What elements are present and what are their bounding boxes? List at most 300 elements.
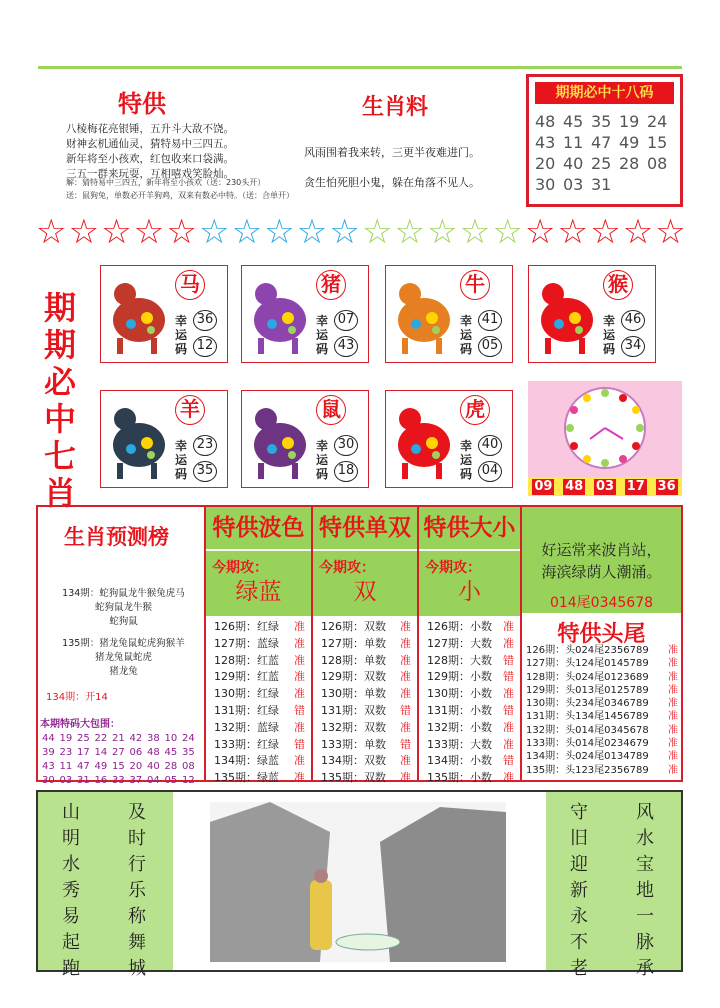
papercut-1-icon [248, 272, 312, 356]
result-row [427, 753, 518, 770]
attack-label: 今期攻： [319, 560, 375, 576]
lucky-number: 36 [193, 310, 217, 331]
result-mark: 准 [294, 620, 305, 633]
clock-icon [528, 381, 682, 481]
clock-number-bar [528, 477, 682, 496]
column-title: 特供波色 [206, 507, 311, 549]
number-cell: 11 [563, 133, 584, 152]
couplet-char: 迎 [570, 854, 588, 875]
bag-number: 10 [164, 733, 178, 744]
star-icon: ☆ [459, 212, 491, 252]
attack-box [206, 551, 311, 616]
papercut-3-icon [535, 272, 599, 356]
result-mark: 准 [400, 754, 411, 768]
bag-number: 40 [147, 761, 160, 772]
lucky-number: 35 [193, 461, 217, 482]
star-icon: ☆ [361, 212, 393, 252]
couplet-char: 守 [570, 802, 588, 823]
note-line: 解：猜特易中三四五，新年将至小孩欢（送：230头开） [66, 178, 266, 187]
attack-box [419, 551, 520, 616]
result-mark: 准 [400, 620, 411, 633]
bag-grid [42, 732, 200, 788]
luck-label [175, 439, 191, 481]
luck-char: 运 [175, 328, 188, 342]
luck-char: 码 [316, 467, 329, 481]
couplet-char: 新 [570, 880, 588, 901]
period-result: 129期：小数 [427, 670, 492, 684]
couplet-char: 旧 [570, 828, 588, 849]
result-mark: 准 [503, 720, 514, 734]
lucky-number: 12 [193, 336, 217, 357]
bag-number: 23 [59, 747, 73, 758]
period-result: 134期：小数 [427, 754, 492, 768]
result-mark: 准 [294, 720, 305, 734]
result-mark: 准 [668, 724, 678, 736]
toutail-row [526, 697, 678, 710]
star-icon: ☆ [524, 212, 556, 252]
luck-char: 码 [175, 342, 188, 356]
luck-label [603, 314, 619, 356]
result-row [214, 686, 309, 703]
result-row [427, 669, 518, 686]
result-row [321, 686, 415, 703]
luck-char: 幸 [316, 314, 329, 328]
number-cell: 20 [535, 154, 556, 173]
period-result: 126期：头024尾2356789 [526, 645, 649, 656]
predict-title: 生肖预测榜 [64, 525, 169, 549]
result-mark: 准 [668, 698, 678, 710]
papercut-6-icon [392, 397, 456, 481]
title-char: 期 [43, 326, 76, 364]
zodiac-name: 羊 [175, 395, 205, 425]
star-icon: ☆ [296, 212, 328, 252]
site-slogan [522, 539, 681, 583]
result-mark: 准 [400, 653, 411, 667]
couplet-char: 地 [636, 880, 654, 901]
result-rows [427, 619, 518, 787]
star-icon: ☆ [590, 212, 621, 252]
top-divider [38, 66, 682, 69]
result-row [427, 686, 518, 703]
poem-line: 新年将至小孩欢，红包收来口袋满。 [66, 153, 234, 165]
result-row [214, 669, 309, 686]
bag-number: 30 [42, 775, 55, 786]
couplet-char: 乐 [128, 880, 146, 901]
bag-number: 22 [94, 733, 108, 744]
luck-char: 运 [603, 328, 616, 342]
luck-char: 码 [603, 342, 616, 356]
attack-label: 今期攻： [425, 560, 481, 576]
number-cell: 03 [563, 175, 584, 194]
result-row [214, 753, 309, 770]
bag-number: 14 [94, 747, 108, 758]
result-row [321, 753, 415, 770]
bag-number: 31 [77, 775, 90, 786]
number-cell: 19 [619, 112, 640, 131]
result-row [427, 720, 518, 737]
result-mark: 准 [668, 738, 678, 750]
poem-line: 贪生怕死胆小鬼，躲在角落不见人。 [304, 176, 480, 189]
predict-line: 135期：猪龙兔鼠蛇虎狗猴羊 [62, 638, 185, 649]
period-result: 128期：大数 [427, 653, 492, 667]
result-mark: 准 [294, 653, 305, 667]
result-row [214, 619, 309, 636]
luck-label [316, 314, 332, 356]
period-result: 130期：单数 [321, 687, 386, 701]
star-icon: ☆ [655, 212, 686, 252]
period-result: 134期：双数 [321, 754, 386, 768]
tegong-poem [66, 122, 296, 182]
number-cell: 48 [535, 112, 556, 131]
result-mark: 错 [503, 703, 514, 717]
landscape-image [210, 802, 506, 962]
luck-char: 幸 [460, 314, 473, 328]
period-result: 133期：单数 [321, 737, 386, 751]
luck-char: 码 [460, 342, 473, 356]
zodiac-card [241, 265, 369, 363]
danshuang-column [313, 507, 419, 785]
couplet-char: 时 [128, 828, 146, 849]
qiqi-vertical-title [40, 290, 80, 512]
period-result: 134期：头024尾0134789 [526, 751, 649, 763]
left-couplet [38, 792, 173, 979]
result-mark: 准 [668, 751, 678, 763]
period-result: 135期：头123尾2356789 [526, 764, 649, 776]
result-row [214, 636, 309, 653]
bag-number: 37 [129, 775, 143, 786]
star-row [36, 212, 686, 252]
result-row [321, 619, 415, 636]
bose-column [206, 507, 313, 785]
toutail-row [526, 710, 678, 723]
star-icon: ☆ [427, 212, 458, 252]
result-mark: 准 [668, 658, 678, 670]
number-cell: 40 [563, 154, 584, 173]
period-result: 127期：头124尾0145789 [526, 658, 649, 670]
lucky-number: 18 [334, 461, 358, 482]
couplet-left-2 [126, 800, 148, 982]
number-cell: 24 [647, 112, 668, 131]
couplet-char: 舞 [128, 932, 146, 953]
toutail-row [526, 737, 678, 750]
bag-number: 45 [164, 747, 178, 758]
toutail-column [522, 507, 681, 780]
note-line: 送：鼠狗兔，单数必开羊狗鸡，双来有数必中特。（送：合单开） [66, 191, 294, 200]
result-mark: 准 [294, 754, 305, 768]
star-icon: ☆ [231, 212, 263, 252]
result-row [321, 703, 415, 720]
couplet-right-2 [634, 800, 656, 982]
attack-label: 今期攻： [212, 560, 268, 576]
title-char: 肖 [43, 474, 76, 512]
couplet-char: 宝 [636, 854, 654, 875]
period-result: 132期：小数 [427, 720, 492, 734]
result-row [427, 619, 518, 636]
number-cell: 08 [647, 154, 668, 173]
number-cell: 30 [535, 175, 556, 194]
couplet-char: 秀 [62, 880, 80, 901]
result-mark: 准 [294, 636, 305, 650]
result-mark: 错 [294, 703, 305, 717]
predict-line: 蛇狗鼠龙牛猴 [94, 602, 152, 613]
result-mark: 错 [400, 703, 411, 717]
result-mark: 准 [668, 711, 678, 723]
period-result: 129期：头013尾0125789 [526, 684, 649, 696]
period-result: 129期：红蓝 [214, 670, 279, 684]
result-mark: 准 [400, 687, 411, 701]
result-mark: 准 [400, 720, 411, 734]
result-row [321, 669, 415, 686]
couplet-left-1 [60, 800, 82, 982]
title-char: 期 [43, 289, 76, 327]
period-result: 128期：红蓝 [214, 653, 279, 667]
papercut-0-icon [107, 272, 171, 356]
tail-tip: 014尾0345678 [549, 595, 654, 611]
star-icon: ☆ [101, 212, 132, 252]
luck-char: 幸 [175, 314, 188, 328]
bag-number: 44 [42, 733, 55, 744]
bag-number: 47 [77, 761, 90, 772]
clock-number: 36 [657, 478, 676, 494]
shengxiao-poem [304, 138, 480, 198]
toutail-row [526, 684, 678, 697]
papercut-5-icon [248, 397, 312, 481]
result-mark: 准 [503, 636, 514, 650]
star-icon: ☆ [133, 212, 165, 252]
result-mark: 准 [294, 670, 305, 684]
period-result: 132期：蓝绿 [214, 720, 279, 734]
bag-number: 39 [42, 747, 55, 758]
title-char: 中 [43, 400, 76, 438]
result-row [321, 737, 415, 754]
toutail-title: 特供头尾 [557, 622, 646, 647]
couplet-char: 承 [636, 958, 654, 979]
bag-number: 27 [112, 747, 125, 758]
result-mark: 错 [503, 670, 514, 684]
period-result: 133期：红绿 [214, 737, 279, 751]
bag-title: 本期特码大包围： [40, 719, 120, 730]
attack-value: 双 [353, 579, 377, 605]
clock-number: 17 [626, 478, 645, 494]
couplet-right-1 [568, 800, 590, 982]
lucky-number: 04 [478, 461, 502, 482]
bag-number: 11 [59, 761, 73, 772]
period-result: 131期：小数 [427, 703, 492, 717]
attack-value: 绿蓝 [235, 579, 282, 605]
couplet-char: 山 [62, 802, 80, 823]
daxiao-column [419, 507, 522, 785]
result-mark: 准 [294, 687, 305, 701]
luck-char: 幸 [460, 439, 473, 453]
period-result: 126期：双数 [321, 620, 386, 633]
poem-line: 三五一群来玩耍，互相嘻戏笑脸灿。 [66, 168, 234, 180]
bag-number: 33 [112, 775, 125, 786]
mountain-scene-icon [210, 802, 506, 962]
predict-open: 134期：开14 [46, 692, 108, 703]
couplet-char: 及 [128, 802, 146, 823]
clock-number: 09 [534, 478, 553, 494]
tegong-notes [66, 176, 326, 202]
result-rows [214, 619, 309, 787]
clock-number: 03 [595, 478, 615, 494]
number-cell: 28 [619, 154, 640, 173]
result-mark: 准 [503, 771, 514, 785]
poem-line: 财神玄机通仙灵，猜特易中三四五。 [66, 138, 234, 150]
star-icon: ☆ [198, 212, 230, 252]
number-cell: 45 [563, 112, 584, 131]
bag-number: 16 [94, 775, 108, 786]
box18-grid [535, 112, 680, 194]
result-mark: 准 [668, 645, 678, 656]
result-row [427, 737, 518, 754]
predict-line: 猪龙兔鼠蛇虎 [94, 652, 152, 663]
couplet-char: 称 [128, 906, 146, 927]
period-result: 128期：单数 [321, 653, 386, 667]
bag-number: 49 [94, 761, 108, 772]
luck-label [460, 314, 476, 356]
result-row [214, 737, 309, 754]
couplet-char: 水 [62, 854, 80, 875]
zodiac-card [385, 390, 513, 488]
couplet-char: 水 [636, 828, 654, 849]
star-icon: ☆ [622, 212, 654, 252]
site-panel [522, 507, 681, 613]
luck-char: 运 [460, 453, 473, 467]
toutail-row [526, 644, 678, 657]
site-line: 好运常来波肖站， [541, 541, 662, 559]
result-row [321, 770, 415, 787]
result-row [321, 636, 415, 653]
period-result: 130期：红绿 [214, 687, 279, 701]
lucky-number: 41 [478, 310, 502, 331]
zodiac-card [100, 265, 228, 363]
luck-char: 幸 [316, 439, 329, 453]
period-result: 129期：双数 [321, 670, 386, 684]
bag-number: 08 [182, 761, 195, 772]
bag-number: 28 [164, 761, 178, 772]
result-row [214, 703, 309, 720]
toutail-row [526, 764, 678, 777]
period-result: 127期：大数 [427, 636, 492, 650]
result-mark: 准 [400, 771, 411, 785]
luck-char: 运 [316, 453, 329, 467]
attack-box [313, 551, 417, 616]
result-row [427, 636, 518, 653]
zodiac-card [241, 390, 369, 488]
zodiac-name: 猪 [316, 270, 346, 300]
period-result: 130期：小数 [427, 687, 492, 701]
bag-number: 17 [77, 747, 90, 758]
star-icon: ☆ [329, 212, 360, 252]
zodiac-card [385, 265, 513, 363]
result-mark: 准 [668, 684, 678, 696]
poem-line: 风雨围着我来转，三更半夜难进门。 [304, 146, 480, 159]
bag-number: 20 [129, 761, 143, 772]
predict-lines [46, 587, 201, 679]
couplet-char: 脉 [636, 932, 654, 953]
number-cell: 47 [591, 133, 612, 152]
luck-char: 运 [316, 328, 329, 342]
bag-number: 21 [112, 733, 125, 744]
period-result: 130期：头234尾0346789 [526, 698, 649, 710]
couplet-char: 一 [636, 906, 654, 927]
star-icon: ☆ [264, 212, 295, 252]
clock-number: 48 [565, 478, 584, 494]
lucky-number: 34 [621, 336, 645, 357]
result-mark: 错 [503, 653, 514, 667]
bottom-poem-panel [36, 790, 683, 979]
result-row [214, 653, 309, 670]
number-cell: 15 [647, 133, 668, 152]
period-result: 135期：小数 [427, 771, 492, 785]
result-mark: 准 [668, 764, 678, 776]
result-mark: 错 [400, 737, 411, 751]
period-result: 131期：头134尾1456789 [526, 711, 649, 723]
period-result: 127期：单数 [321, 636, 386, 650]
number-cell: 31 [591, 175, 612, 194]
period-result: 127期：蓝绿 [214, 636, 279, 650]
zodiac-name: 马 [175, 270, 205, 300]
star-icon: ☆ [492, 212, 523, 252]
result-row [427, 653, 518, 670]
star-icon: ☆ [68, 212, 100, 252]
zodiac-name: 牛 [460, 270, 490, 300]
toutail-rows [526, 644, 678, 777]
box18-title: 期期必中十八码 [535, 82, 674, 104]
period-result: 126期：小数 [427, 620, 492, 633]
luck-char: 码 [316, 342, 329, 356]
toutail-row [526, 724, 678, 737]
result-mark: 准 [294, 771, 305, 785]
couplet-char: 城 [128, 958, 146, 979]
result-row [321, 653, 415, 670]
bag-number: 35 [182, 747, 195, 758]
shengxiao-title: 生肖料 [362, 95, 429, 120]
luck-char: 码 [460, 467, 473, 481]
lucky-number: 05 [478, 336, 502, 357]
bag-number: 04 [147, 775, 160, 786]
star-icon: ☆ [557, 212, 588, 252]
zodiac-name: 虎 [460, 395, 490, 425]
predict-line: 134期：蛇狗鼠龙牛猴兔虎马 [62, 588, 185, 599]
luck-label [460, 439, 476, 481]
bag-number: 15 [112, 761, 125, 772]
period-result: 135期：双数 [321, 771, 386, 785]
lucky-number: 40 [478, 435, 502, 456]
star-icon: ☆ [36, 212, 67, 252]
result-rows [321, 619, 415, 787]
zodiac-name: 鼠 [316, 395, 346, 425]
toutail-row [526, 750, 678, 763]
result-mark: 错 [294, 737, 305, 751]
result-mark: 准 [400, 636, 411, 650]
zodiac-name: 猴 [603, 270, 633, 300]
luck-label [316, 439, 332, 481]
lucky-number: 23 [193, 435, 217, 456]
period-result: 131期：双数 [321, 703, 386, 717]
period-result: 133期：大数 [427, 737, 492, 751]
papercut-4-icon [107, 397, 171, 481]
couplet-char: 跑 [62, 958, 80, 979]
luck-char: 运 [175, 453, 188, 467]
star-icon: ☆ [166, 212, 197, 252]
result-mark: 准 [503, 687, 514, 701]
result-row [427, 770, 518, 787]
lucky-number: 07 [334, 310, 358, 331]
bag-number: 06 [129, 747, 143, 758]
period-result: 134期：绿蓝 [214, 754, 279, 768]
column-title: 特供单双 [313, 507, 417, 549]
